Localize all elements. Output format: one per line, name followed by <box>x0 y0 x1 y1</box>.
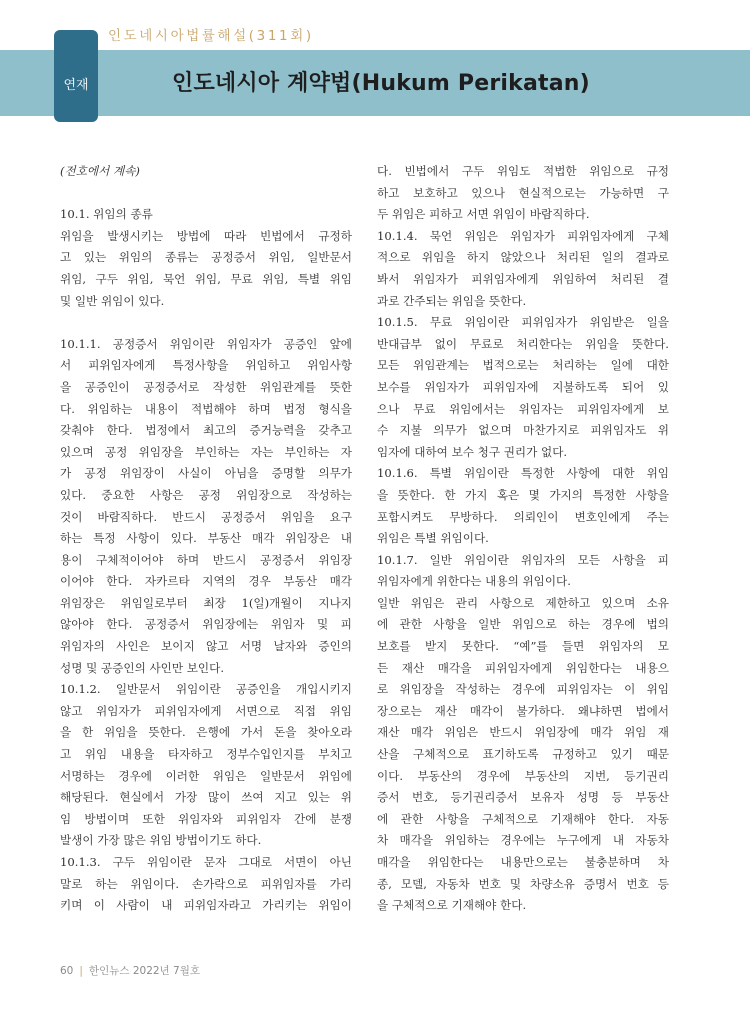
text-line: 다. 빈법에서 구두 위임도 적법한 위임으로 규정 <box>377 164 669 178</box>
text-line: 있다. 중요한 사항은 공정 위임장으로 작성하는 <box>60 487 352 502</box>
text-line: 재산 매각 위임은 반드시 위임장에 매각 위임 재 <box>377 725 669 740</box>
text-line: 10.1.3. 구두 위임이란 문자 그대로 서면이 아닌 <box>60 855 352 869</box>
text-line: 10.1. 위임의 종류 <box>60 207 153 222</box>
article-title: 인도네시아 계약법(Hukum Perikatan) <box>172 71 590 96</box>
left-text-column <box>60 161 352 917</box>
text-line: 서명하는 경우에 이러한 위임은 일반문서 위임에 <box>60 768 352 783</box>
series-badge-label: 연재 <box>63 78 89 93</box>
text-line: 을 한 위임을 뜻한다. 은행에 가서 돈을 찾아오라 <box>60 725 352 740</box>
text-line: 위임자에게 위한다는 내용의 위임이다. <box>377 574 571 589</box>
text-line: 든 재산 매각을 피위임자에게 위임한다는 내용으 <box>377 660 669 675</box>
text-line: 갖춰야 한다. 법정에서 최고의 증거능력을 갖추고 <box>60 423 352 438</box>
text-line: 에 관한 사항을 일반 위임으로 하는 경우에 법의 <box>377 617 669 632</box>
text-line: 가 공정 위임장이 사실이 아님을 증명할 의무가 <box>60 466 352 481</box>
text-line: 과로 간주되는 위임을 뜻한다. <box>377 293 527 308</box>
text-line: 위임을 발생시키는 방법에 따라 빈법에서 규정하 <box>60 228 352 243</box>
text-line: 을 뜻한다. 한 가지 혹은 몇 가지의 특정한 사항을 <box>377 487 669 502</box>
right-text-column <box>377 161 669 917</box>
text-line: 10.1.5. 무료 위임이란 피위임자가 위임받은 일을 <box>377 315 669 330</box>
text-line: 보수를 위임자가 피위임자에 지불하도록 되어 있 <box>377 379 669 394</box>
text-line: 서 피위임자에게 특정사항을 위임하고 위임사항 <box>60 358 352 373</box>
text-line: 및 일반 위임이 있다. <box>60 293 165 308</box>
text-line: 포함시켜도 무방하다. 의뢰인이 변호인에게 주는 <box>377 509 669 524</box>
text-line: 10.1.2. 일반문서 위임이란 공증인을 개입시키지 <box>60 682 352 697</box>
text-line: 10.1.1. 공정증서 위임이란 위임자가 공증인 앞에 <box>60 336 352 351</box>
text-line: 일반 위임은 관리 사항으로 제한하고 있으며 소유 <box>377 595 669 610</box>
text-line: 고 있는 위임의 종류는 공정증서 위임, 일반문서 <box>60 250 352 265</box>
footer-separator: | <box>79 965 83 977</box>
text-line: 10.1.7. 일반 위임이란 위임자의 모든 사항을 피 <box>377 552 669 567</box>
text-line: 에 관한 사항을 구체적으로 기재해야 한다. 자동 <box>377 811 669 826</box>
text-line: 반대급부 없이 무료로 처리한다는 위임을 뜻한다. <box>377 336 669 351</box>
text-line: 차 매각을 위임하는 경우에는 누구에게 내 자동차 <box>377 833 669 848</box>
page-number: 60 <box>60 965 74 977</box>
text-line: 위임자의 사인은 보이지 않고 서명 날자와 증인의 <box>60 639 352 654</box>
text-line: 보호를 받지 못한다. “예”를 들면 위임자의 모 <box>377 639 669 654</box>
page-footer <box>60 963 200 978</box>
text-line: 매각을 위임한다는 내용만으로는 불충분하며 차 <box>377 855 669 869</box>
text-line: 모든 위임관계는 법적으로는 처리하는 일에 대한 <box>377 358 669 373</box>
text-line: 봐서 위임자가 피위임자에게 위임하여 처리된 결 <box>377 271 669 286</box>
text-line: 키며 이 사람이 내 피위임자라고 가리키는 위임이 <box>60 898 352 913</box>
text-line: 성명 및 공증인의 사인만 보인다. <box>60 660 225 675</box>
text-line: 발생이 가장 많은 위임 방법이기도 하다. <box>60 833 262 848</box>
text-line: (전호에서 계속) <box>60 164 140 178</box>
text-line: 용이 구체적이어야 하며 반드시 공정증서 위임장 <box>60 552 352 567</box>
text-line: 해당된다. 현실에서 가장 많이 쓰여 지고 있는 위 <box>60 790 352 805</box>
text-line: 말로 하는 위임이다. 손가락으로 피위임자를 가리 <box>60 876 352 891</box>
text-line: 증서 번호, 등기권리증서 보유자 성명 등 부동산 <box>377 790 669 805</box>
text-line: 것이 바람직하다. 반드시 공정증서 위임을 요구 <box>60 509 352 524</box>
text-line: 장으로는 재산 매각이 불가하다. 왜냐하면 법에서 <box>377 703 669 718</box>
paragraph-gap <box>60 183 352 205</box>
publication-name: 한인뉴스 2022년 7월호 <box>88 965 200 977</box>
text-line: 수 지불 의무가 없으며 마찬가지로 피위임자도 위 <box>377 423 669 438</box>
text-line: 위임장은 위임일로부터 최장 1(일)개월이 지나지 <box>60 595 352 610</box>
text-line: 임 방법이며 또한 위임자와 피위임자 간에 분쟁 <box>60 811 352 826</box>
text-line: 않고 위임자가 피위임자에게 서면으로 직접 위임 <box>60 703 352 718</box>
text-line: 하는 특정 사항이 있다. 부동산 매각 위임장은 내 <box>60 531 352 546</box>
text-line: 하고 보호하고 있으나 현실적으로는 가능하면 구 <box>377 185 669 200</box>
text-line: 않아야 한다. 공정증서 위임장에는 위임자 및 피 <box>60 617 352 632</box>
text-line: 이다. 부동산의 경우에 부동산의 지번, 등기권리 <box>377 768 669 783</box>
series-label: 인도네시아법률해설(311회) <box>108 28 314 44</box>
text-line: 다. 위임하는 내용이 적법해야 하며 법정 형식을 <box>60 401 352 416</box>
text-line: 있으며 공정 위임장을 부인하는 자는 부인하는 자 <box>60 444 352 459</box>
text-line: 적으로 위임을 하지 않았으나 처리된 일의 결과로 <box>377 250 669 265</box>
text-line: 임자에 대하여 보수 청구 권리가 없다. <box>377 444 568 459</box>
text-line: 로 위임장을 작성하는 경우에 피위임자는 이 위임 <box>377 682 669 697</box>
text-line: 10.1.4. 묵언 위임은 위임자가 피위임자에게 구체 <box>377 228 669 243</box>
text-line: 고 위임 내용을 타자하고 정부수입인지를 부치고 <box>60 747 352 762</box>
paragraph-gap <box>60 312 352 334</box>
text-line: 을 구체적으로 기재해야 한다. <box>377 898 527 913</box>
text-line: 으나 무료 위임에서는 위임자는 피위임자에게 보 <box>377 401 669 416</box>
text-line: 산을 구체적으로 표기하도록 규정하고 있기 때문 <box>377 747 669 762</box>
text-line: 을 공증인이 공정증서로 작성한 위임관계를 뜻한 <box>60 379 352 394</box>
text-line: 이어야 한다. 자카르타 지역의 경우 부동산 매각 <box>60 574 352 589</box>
text-line: 10.1.6. 특별 위임이란 특정한 사항에 대한 위임 <box>377 466 669 481</box>
text-line: 종, 모델, 자동차 번호 및 차량소유 증명서 번호 등 <box>377 876 669 891</box>
text-line: 위임, 구두 위임, 묵언 위임, 무료 위임, 특별 위임 <box>60 271 352 286</box>
text-line: 두 위임은 피하고 서면 위임이 바람직하다. <box>377 207 590 222</box>
text-line: 위임은 특별 위임이다. <box>377 531 489 546</box>
